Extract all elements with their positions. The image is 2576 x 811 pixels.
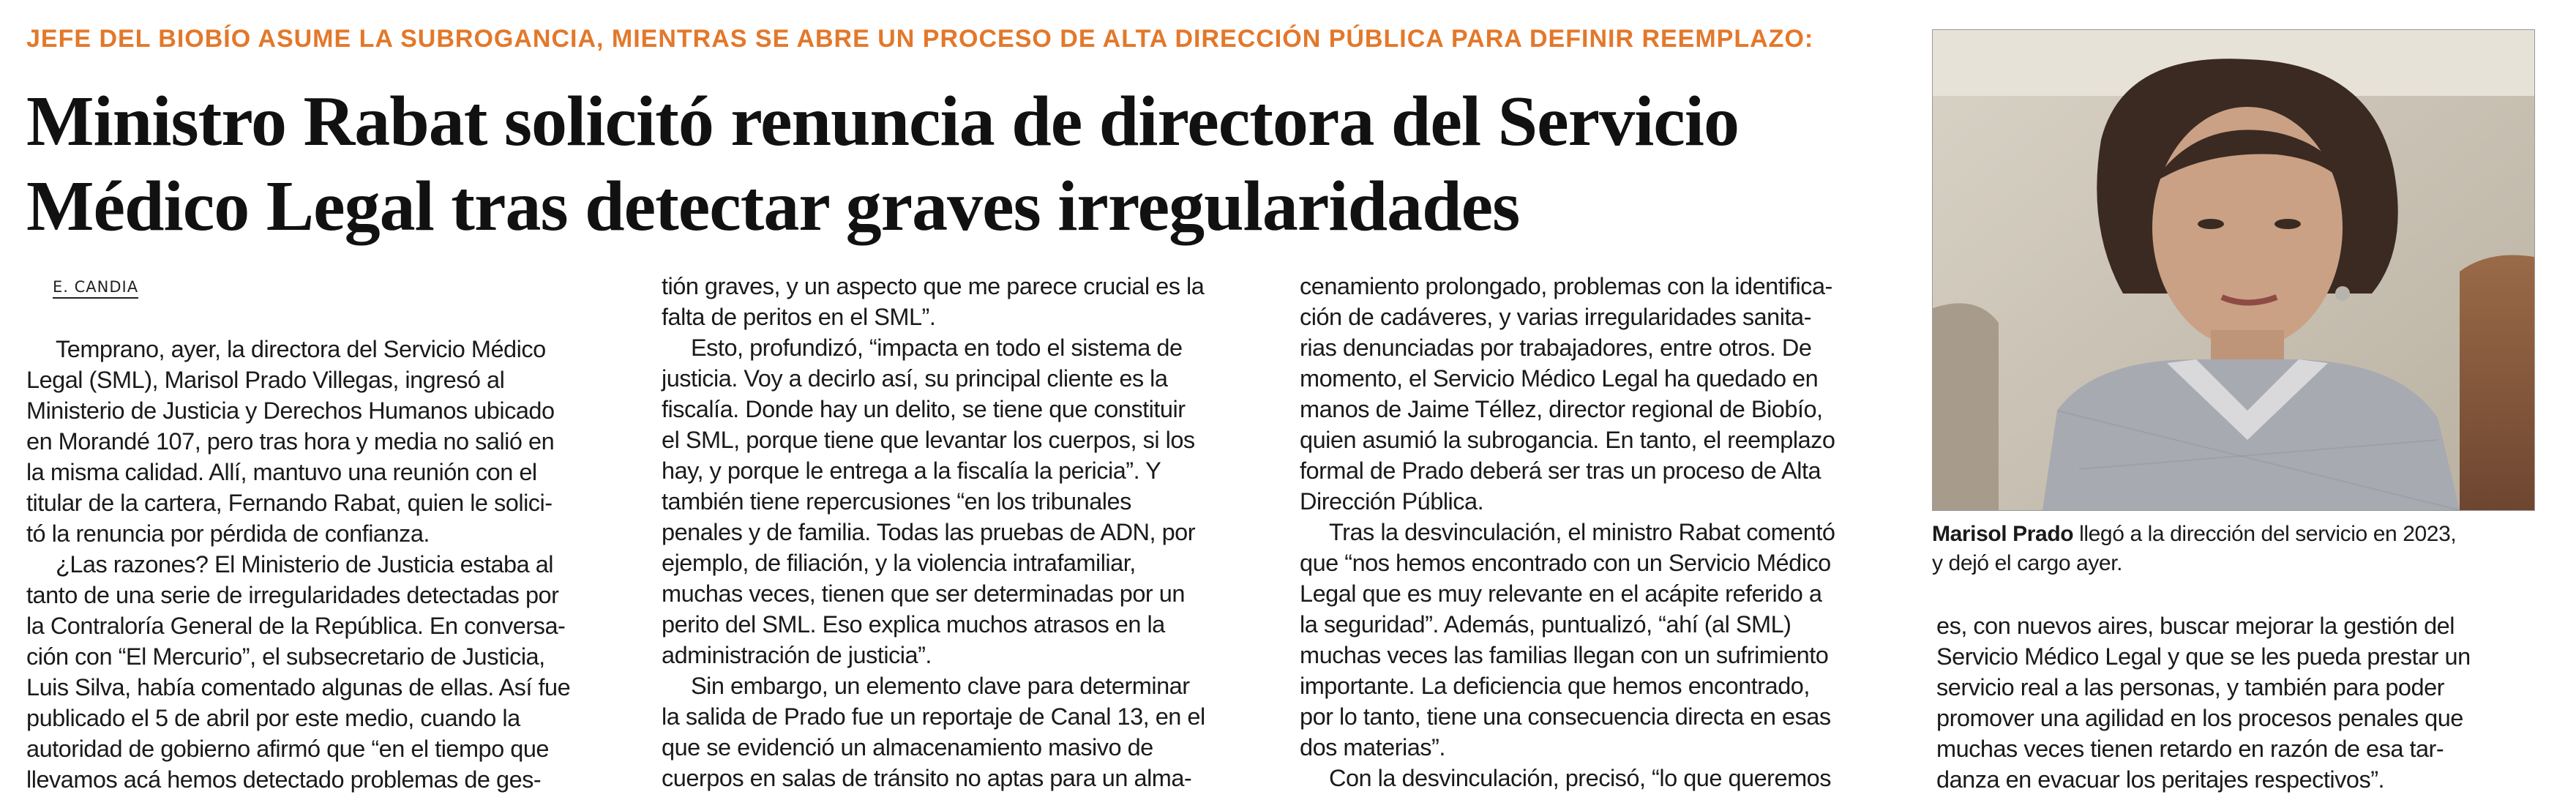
text-line: importante. La deficiencia que hemos encontrado, [1300, 673, 1810, 699]
text-line: la misma calidad. Allí, mantuvo una reunión con el [26, 459, 537, 485]
text-line: Temprano, ayer, la directora del Servicio Médico [56, 336, 546, 362]
text-line: Legal (SML), Marisol Prado Villegas, ingresó al [26, 367, 505, 393]
text-line: que “nos hemos encontrado con un Servicio Médico [1300, 550, 1831, 576]
text-line: publicado el 5 de abril por este medio, cuando la [26, 705, 520, 731]
article-headline [26, 79, 1900, 249]
text-line: muchas veces las familias llegan con un sufrimiento [1300, 642, 1829, 668]
text-line: ejemplo, de filiación, y la violencia intrafamiliar, [662, 550, 1136, 576]
text-line: que se evidenció un almacenamiento masivo de [662, 734, 1153, 760]
caption-line-1 [1932, 520, 2547, 549]
text-line: Esto, profundizó, “impacta en todo el sistema de [691, 335, 1183, 361]
text-line: hay, y porque le entrega a la fiscalía la pericia”. Y [662, 457, 1161, 484]
text-line: Luis Silva, había comentado algunas de ellas. Así fue [26, 674, 571, 700]
text-line: ción de cadáveres, y varias irregularidades sanita- [1300, 304, 1811, 330]
text-line: formal de Prado deberá ser tras un proceso de Alta [1300, 457, 1821, 484]
text-line: ¿Las razones? El Ministerio de Justicia estaba al [56, 551, 554, 578]
text-line: dos materias”. [1300, 734, 1445, 760]
text-line: es, con nuevos aires, buscar mejorar la gestión del [1936, 613, 2455, 639]
body-column-1 [26, 334, 626, 795]
text-line: llevamos acá hemos detectado problemas de ges- [26, 766, 542, 793]
article-kicker: JEFE DEL BIOBÍO ASUME LA SUBROGANCIA, MIENTRAS SE ABRE UN PROCESO DE ALTA DIRECCIÓN PÚBLICA PARA DEFINIR REEMPLAZO: [26, 25, 1814, 53]
caption-name: Marisol Prado [1932, 522, 2074, 546]
text-line: Legal que es muy relevante en el acápite referido a [1300, 580, 1822, 607]
text-line: titular de la cartera, Fernando Rabat, quien le solici- [26, 490, 553, 516]
text-line: servicio real a las personas, y también para poder [1936, 674, 2444, 700]
text-line: muchas veces tienen retardo en razón de esa tar- [1936, 736, 2444, 762]
text-line: por lo tanto, tiene una consecuencia directa en esas [1300, 703, 1831, 730]
body-column-4 [1936, 610, 2536, 795]
text-line: administración de justicia”. [662, 642, 932, 668]
text-line: Sin embargo, un elemento clave para determinar [691, 673, 1190, 699]
text-line: penales y de familia. Todas las pruebas de ADN, por [662, 519, 1196, 545]
text-line: Servicio Médico Legal y que se les pueda prestar un [1936, 643, 2471, 670]
headline-line-1: Ministro Rabat solicitó renuncia de directora del Servicio [26, 82, 1740, 161]
caption-text-1: llegó a la dirección del servicio en 2023, [2073, 522, 2457, 546]
body-column-3 [1300, 271, 1900, 793]
text-line: tó la renuncia por pérdida de confianza. [26, 520, 430, 547]
text-line: la seguridad”. Además, puntualizó, “ahí (al SML) [1300, 611, 1791, 638]
text-line: Tras la desvinculación, el ministro Rabat comentó [1329, 519, 1835, 545]
text-line: ción con “El Mercurio”, el subsecretario de Justicia, [26, 643, 545, 670]
text-line: manos de Jaime Téllez, director regional de Biobío, [1300, 396, 1823, 422]
text-line: la salida de Prado fue un reportaje de Canal 13, en el [662, 703, 1205, 730]
text-line: cenamiento prolongado, problemas con la identifica- [1300, 273, 1832, 299]
text-line: momento, el Servicio Médico Legal ha quedado en [1300, 365, 1819, 392]
text-line: danza en evacuar los peritajes respectivos”. [1936, 766, 2385, 793]
text-line: justicia. Voy a decirlo así, su principal cliente es la [662, 365, 1168, 392]
text-line: perito del SML. Eso explica muchos atrasos en la [662, 611, 1165, 638]
text-line: Dirección Pública. [1300, 488, 1484, 515]
headline-line-2: Médico Legal tras detectar graves irregularidades [26, 167, 1520, 246]
article-byline: E. CANDIA [53, 278, 138, 299]
text-line: tión graves, y un aspecto que me parece crucial es la [662, 273, 1205, 299]
text-line: la Contraloría General de la República. En conversa- [26, 613, 566, 639]
text-line: el SML, porque tiene que levantar los cuerpos, si los [662, 427, 1195, 453]
text-line: quien asumió la subrogancia. En tanto, el reemplazo [1300, 427, 1835, 453]
text-line: autoridad de gobierno afirmó que “en el tiempo que [26, 736, 549, 762]
body-column-2 [662, 271, 1262, 793]
text-line: muchas veces, tienen que ser determinadas por un [662, 580, 1185, 607]
text-line: falta de peritos en el SML”. [662, 304, 936, 330]
photo-caption [1932, 520, 2547, 578]
text-line: tanto de una serie de irregularidades detectadas por [26, 582, 559, 608]
text-line: fiscalía. Donde hay un delito, se tiene que constituir [662, 396, 1186, 422]
portrait-photo [1932, 29, 2535, 511]
text-line: cuerpos en salas de tránsito no aptas para un alma- [662, 765, 1192, 791]
text-line: Ministerio de Justicia y Derechos Humanos ubicado [26, 397, 555, 424]
text-line: promover una agilidad en los procesos penales que [1936, 705, 2463, 731]
text-line: rias denunciadas por trabajadores, entre otros. De [1300, 335, 1812, 361]
text-line: en Morandé 107, pero tras hora y media no salió en [26, 428, 555, 455]
text-line: también tiene repercusiones “en los tribunales [662, 488, 1131, 515]
text-line: Con la desvinculación, precisó, “lo que queremos [1329, 765, 1831, 791]
caption-line-2: y dejó el cargo ayer. [1932, 551, 2123, 575]
